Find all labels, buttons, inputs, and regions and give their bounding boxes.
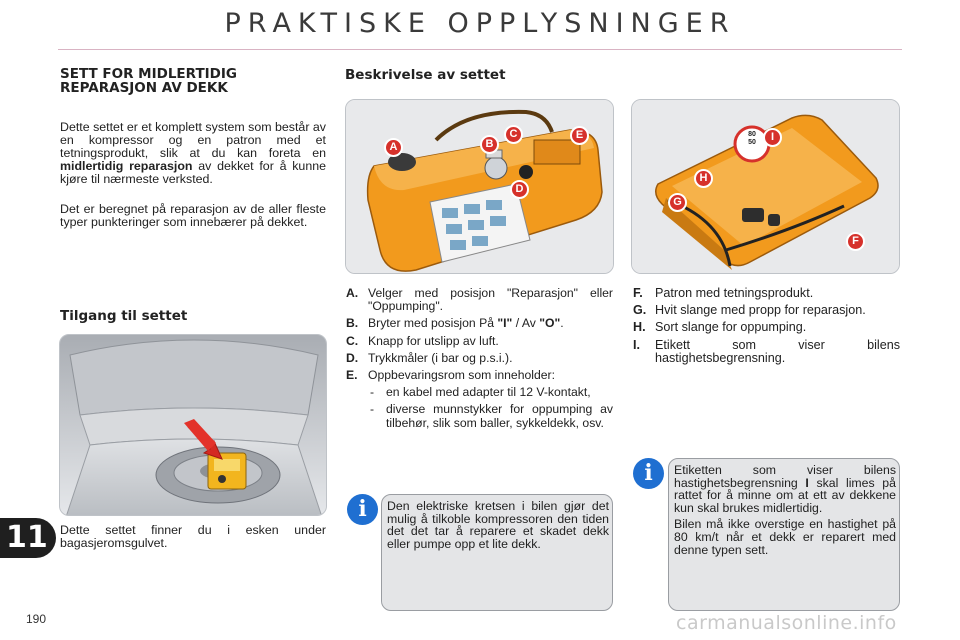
item-text: Trykkmåler (i bar og p.s.i.). xyxy=(368,350,513,365)
item-text-bold-2: "O" xyxy=(539,316,561,331)
list-item xyxy=(346,335,613,348)
list-item xyxy=(346,352,613,365)
item-text: Velger med posisjon "Reparasjon" eller "Oppumping". xyxy=(368,286,613,314)
item-text: Patron med tetningsprodukt. xyxy=(655,286,814,300)
kit-label-d: D xyxy=(510,180,529,199)
intro-paragraph-2: Det er beregnet på reparasjon av de aller fleste typer punkteringer som innebærer på dekket. xyxy=(60,202,326,229)
item-text-pre: Bryter med posisjon På xyxy=(368,316,498,331)
kit-label-c: C xyxy=(504,125,523,144)
sub-item-dash: - xyxy=(370,385,375,400)
trunk-photo xyxy=(59,334,327,516)
section-heading xyxy=(60,67,237,95)
page-title: PRAKTISKE OPPLYSNINGER xyxy=(224,8,736,39)
item-key: E. xyxy=(346,368,358,383)
list-item xyxy=(346,317,613,330)
item-key: G. xyxy=(633,303,647,318)
info-box-speed-label xyxy=(668,458,900,611)
kit-label-b: B xyxy=(480,135,499,154)
kit-label-f: F xyxy=(846,232,865,251)
item-text: Oppbevaringsrom som inneholder: xyxy=(368,368,555,383)
info-p1-post: skal limes på rattet for å minne om at ett av dekkene kun skal brukes midlertidig. xyxy=(674,475,896,515)
kit-photo-bottom xyxy=(631,99,900,274)
item-text-bold-1: "I" xyxy=(497,316,513,331)
item-text: Etikett som viser bilens hastighetsbegrensning. xyxy=(655,337,900,365)
sub-list-item xyxy=(346,403,613,429)
list-item xyxy=(633,321,900,334)
section-heading-line1: SETT FOR MIDLERTIDIG xyxy=(60,66,237,82)
intro-text-2: av dekket for å kunne kjøre til nærmeste verksted. xyxy=(60,159,326,186)
access-heading: Tilgang til settet xyxy=(60,308,188,324)
info-p1-pre: Etiketten som viser bilens hastighetsbegrensning xyxy=(674,463,896,490)
list-item xyxy=(633,287,900,300)
header-rule xyxy=(58,49,902,50)
info-box-electric xyxy=(381,494,613,611)
sub-item-text: en kabel med adapter til 12 V-kontakt, xyxy=(386,385,591,400)
intro-bold: midlertidig reparasjon xyxy=(60,159,193,173)
item-text-post: . xyxy=(560,316,564,331)
info-paragraph-2: Bilen må ikke overstige en hastighet på 80 km/t når et dekk er reparert med denne typen sett. xyxy=(674,517,896,557)
item-text: Knapp for utslipp av luft. xyxy=(368,333,499,348)
list-item xyxy=(346,287,613,313)
item-key: F. xyxy=(633,286,643,300)
kit-photo-top xyxy=(345,99,614,274)
section-heading-line2: REPARASJON AV DEKK xyxy=(60,80,228,96)
info-text: Den elektriske kretsen i bilen gjør det mulig å tilkoble kompressoren den tiden det det tar å reparere et skadet dekk eller pumpe opp et lite dekk. xyxy=(387,499,609,551)
item-text: Hvit slange med propp for reparasjon. xyxy=(655,303,866,318)
info-paragraph-1 xyxy=(674,464,896,514)
list-item xyxy=(633,339,900,365)
item-key: A. xyxy=(346,286,359,300)
watermark: carmanualsonline.info xyxy=(676,612,897,634)
item-text: Sort slange for oppumping. xyxy=(655,320,807,335)
item-key: D. xyxy=(346,350,359,365)
trunk-illustration xyxy=(60,335,327,516)
kit-label-e: E xyxy=(570,126,589,145)
sub-list-item xyxy=(346,386,613,399)
item-text-mid: / Av xyxy=(512,316,540,331)
chapter-tab: 11 xyxy=(0,518,56,558)
list-item xyxy=(633,304,900,317)
info-icon: i xyxy=(633,458,664,489)
sub-item-dash: - xyxy=(370,402,375,417)
sub-item-text: diverse munnstykker for oppumping av tilbehør, slik som baller, sykkeldekk, osv. xyxy=(386,402,613,430)
item-key: B. xyxy=(346,316,359,331)
description-heading: Beskrivelse av settet xyxy=(345,67,506,83)
list-item xyxy=(346,369,613,382)
intro-text-1: Dette settet er et komplett system som består av en kompressor og en patron med et tetningsprodukt, slik at du kan foreta en xyxy=(60,120,326,160)
kit-top-illustration xyxy=(346,100,614,274)
access-paragraph: Dette settet finner du i esken under bagasjeromsgulvet. xyxy=(60,523,326,550)
items-list-left xyxy=(346,287,613,434)
items-list-right xyxy=(633,287,900,369)
page-number: 190 xyxy=(26,612,47,626)
item-key: C. xyxy=(346,333,359,348)
kit-label-h: H xyxy=(694,169,713,188)
kit-label-i: I xyxy=(763,128,782,147)
info-icon: i xyxy=(347,494,378,525)
item-key: H. xyxy=(633,320,646,335)
info-text xyxy=(674,464,896,556)
info-p1-bold: I xyxy=(805,475,809,490)
item-key: I. xyxy=(633,337,640,352)
intro-paragraph xyxy=(60,121,326,186)
speed-sticker-line2: 50 xyxy=(748,139,756,146)
speed-sticker-line1: 80 xyxy=(748,131,756,138)
kit-label-g: G xyxy=(668,193,687,212)
kit-label-a: A xyxy=(384,138,403,157)
